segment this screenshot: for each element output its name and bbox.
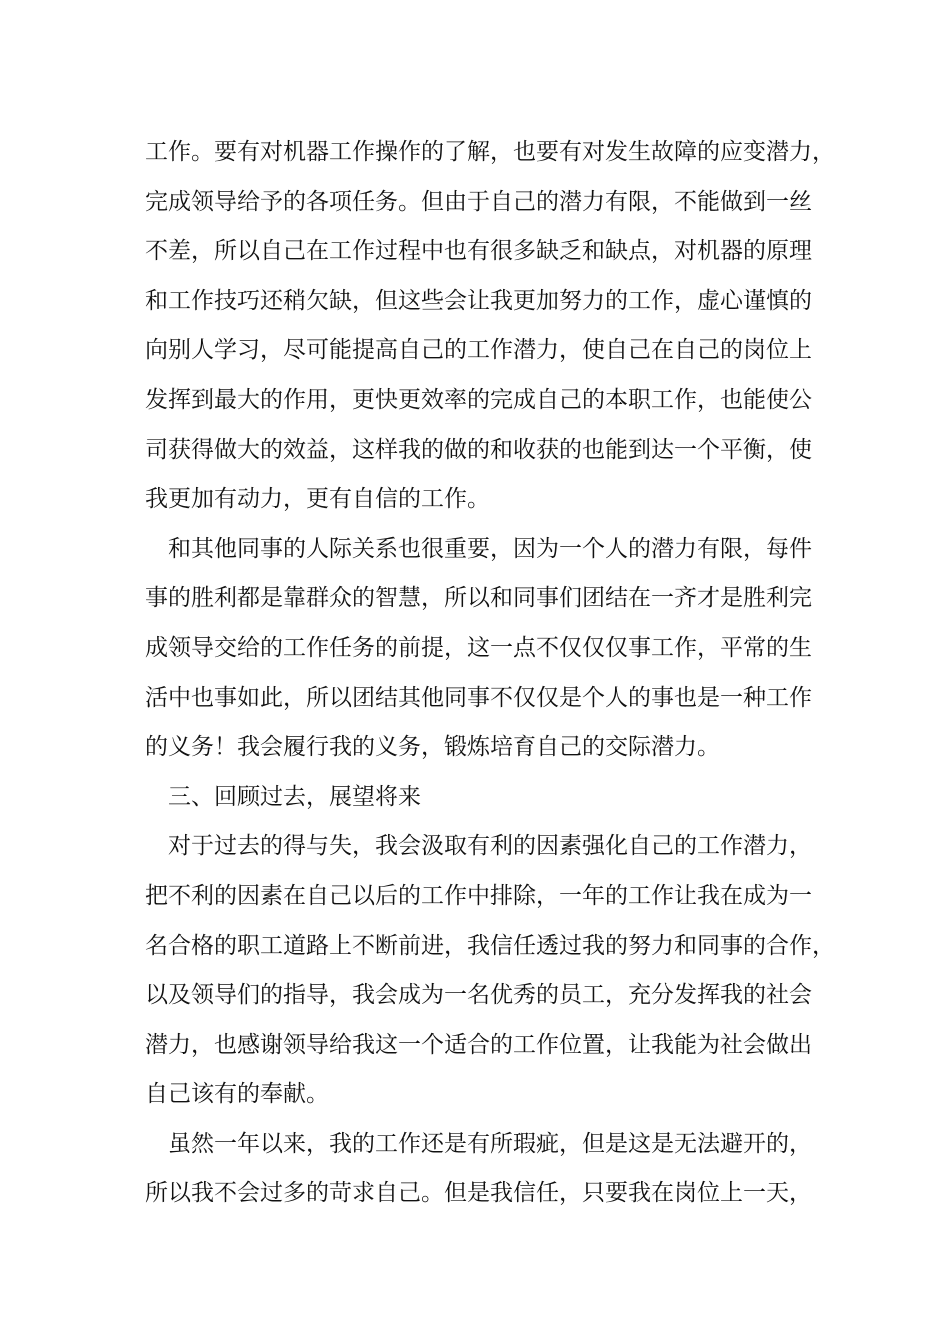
text-line: 完成领导给予的各项任务。但由于自己的潜力有限，不能做到一丝 <box>145 188 812 215</box>
text-line: 自己该有的奉献。 <box>145 1081 329 1108</box>
text-line: 和工作技巧还稍欠缺，但这些会让我更加努力的工作，虚心谨慎的 <box>145 287 812 314</box>
text-line: 成领导交给的工作任务的前提，这一点不仅仅仅事工作，平常的生 <box>145 634 812 661</box>
text-line: 我更加有动力，更有自信的工作。 <box>145 486 490 513</box>
text-line: 发挥到最大的作用，更快更效率的完成自己的本职工作，也能使公 <box>145 386 812 413</box>
text-line: 司获得做大的效益，这样我的做的和收获的也能到达一个平衡，使 <box>145 436 812 463</box>
text-line: 向别人学习，尽可能提高自己的工作潜力，使自己在自己的岗位上 <box>145 337 812 364</box>
section-heading: 三、回顾过去，展望将来 <box>168 783 421 810</box>
text-line: 和其他同事的人际关系也很重要，因为一个人的潜力有限，每件 <box>168 535 812 562</box>
text-line: 名合格的职工道路上不断前进，我信任透过我的努力和同事的合作， <box>145 932 835 959</box>
text-line: 的义务！我会履行我的义务，锻炼培育自己的交际潜力。 <box>145 734 720 761</box>
text-line: 事的胜利都是靠群众的智慧，所以和同事们团结在一齐才是胜利完 <box>145 585 812 612</box>
text-line: 所以我不会过多的苛求自己。但是我信任，只要我在岗位上一天， <box>145 1180 812 1207</box>
text-line: 对于过去的得与失，我会汲取有利的因素强化自己的工作潜力， <box>168 833 812 860</box>
text-line: 活中也事如此，所以团结其他同事不仅仅是个人的事也是一种工作 <box>145 684 812 711</box>
document-body <box>145 128 835 1219</box>
text-line: 潜力，也感谢领导给我这一个适合的工作位置，让我能为社会做出 <box>145 1031 812 1058</box>
text-line: 以及领导们的指导，我会成为一名优秀的员工，充分发挥我的社会 <box>145 982 812 1009</box>
text-line: 虽然一年以来，我的工作还是有所瑕疵，但是这是无法避开的， <box>168 1130 812 1157</box>
text-line: 把不利的因素在自己以后的工作中排除，一年的工作让我在成为一 <box>145 882 812 909</box>
text-line: 不差，所以自己在工作过程中也有很多缺乏和缺点，对机器的原理 <box>145 238 812 265</box>
text-line: 工作。要有对机器工作操作的了解，也要有对发生故障的应变潜力， <box>145 139 835 165</box>
